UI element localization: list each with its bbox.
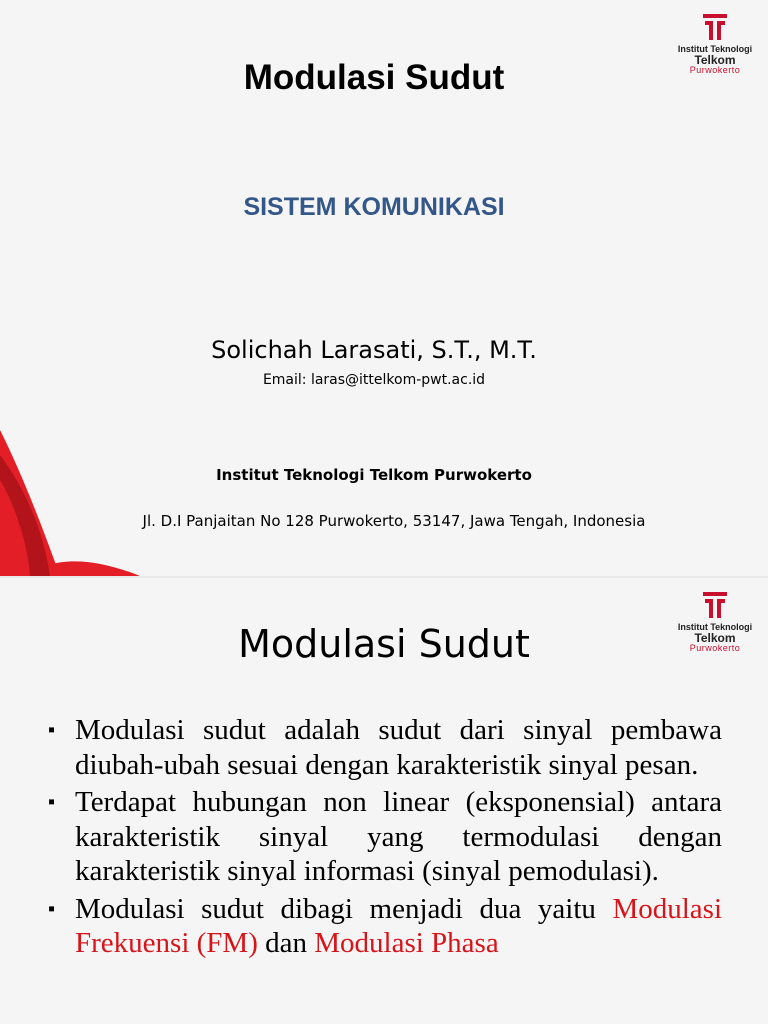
author-name: Solichah Larasati, S.T., M.T. [211, 336, 537, 364]
bullet-text: Modulasi sudut dibagi menjadi dua yaitu [75, 892, 613, 925]
institution-address: Jl. D.I Panjaitan No 128 Purwokerto, 53147, Jawa Tengah, Indonesia [142, 512, 646, 530]
logo-text-line1: Institut Teknologi [677, 622, 753, 632]
bullet-marker-icon: ▪ [48, 897, 56, 920]
slide1-title: Modulasi Sudut [243, 58, 505, 97]
slide2-title: Modulasi Sudut [238, 622, 530, 666]
bullet-text: Modulasi sudut adalah sudut dari sinyal pembawa diubah-ubah sesuai dengan karakteristik sinyal pesan. [75, 714, 722, 781]
logo-text-line3: Purwokerto [689, 643, 741, 653]
logo-text-line2: Telkom [694, 53, 736, 67]
bullet-text-connector: dan [257, 927, 315, 959]
logo-text-line2: Telkom [694, 631, 736, 645]
telkom-logo-icon [701, 588, 729, 620]
bullet-text: Terdapat hubungan non linear (eksponensial) antara karakteristik sinyal yang termodulasi dengan karakteristik sinyal informasi (sinyal pemodulasi). [75, 786, 722, 887]
telkom-logo-icon [701, 10, 729, 42]
highlight-pm: Modulasi Phasa [314, 927, 499, 959]
institution-name: Institut Teknologi Telkom Purwokerto [216, 466, 532, 484]
logo-text-line1: Institut Teknologi [677, 44, 753, 54]
author-email: Email: laras@ittelkom-pwt.ac.id [262, 372, 486, 388]
logo-text-line3: Purwokerto [689, 65, 741, 75]
bullet-marker-icon: ▪ [48, 791, 56, 813]
bullet-list [48, 713, 722, 964]
slide1-subtitle: SISTEM KOMUNIKASI [243, 193, 505, 221]
highlight-fm: Modulasi Frekuensi (FM) [75, 892, 722, 959]
bullet-item [48, 713, 722, 782]
bullet-item [48, 785, 722, 889]
bullet-item [48, 892, 722, 961]
bullet-marker-icon: ▪ [48, 719, 56, 741]
